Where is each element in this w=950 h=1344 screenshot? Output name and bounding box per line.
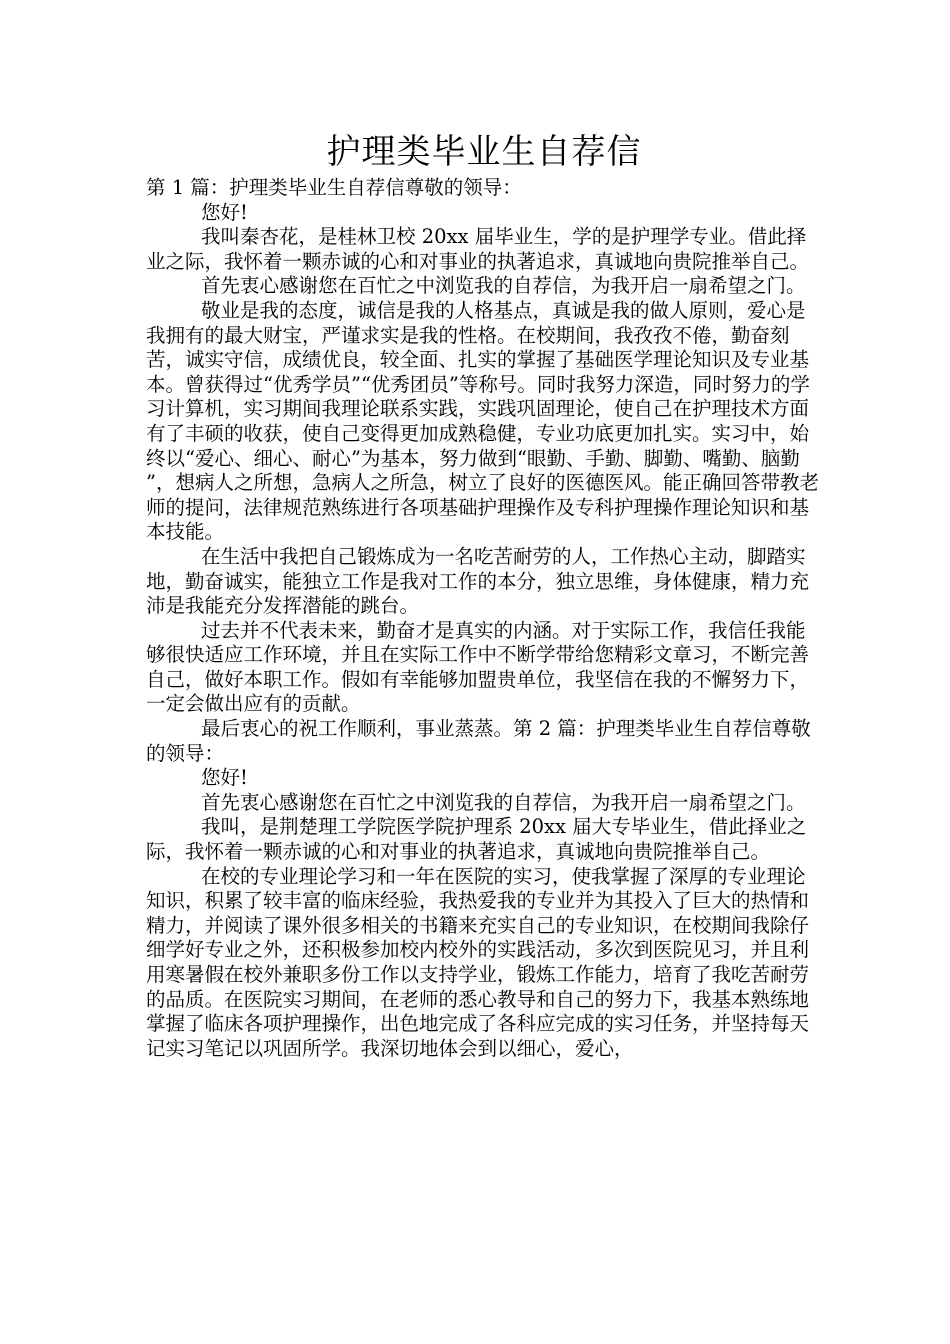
paragraph-7: 过去并不代表未来，勤奋才是真实的内涵。对于实际工作，我信任我能够很快适应工作环境，并且在实际工作中不断学带给您精彩文章习，不断完善自己，做好本职工作。假如有幸能够加盟贵单位，我坚信在我的不懈努力下，一定会做出应有的贡献。 xyxy=(146,618,810,716)
document-body xyxy=(146,176,822,1061)
paragraph-10: 首先衷心感谢您在百忙之中浏览我的自荐信，为我开启一扇希望之门。 xyxy=(201,790,806,814)
paragraph-11: 我叫，是荆楚理工学院医学院护理系 20xx 届大专毕业生，借此择业之际，我怀着一颗赤诚的心和对事业的执著追求，真诚地向贵院推举自己。 xyxy=(146,815,807,864)
paragraph-3: 我叫秦杏花，是桂林卫校 20xx 届毕业生，学的是护理学专业。借此择业之际，我怀着一颗赤诚的心和对事业的执著追求，真诚地向贵院推举自己。 xyxy=(146,225,810,273)
paragraph-2: 您好! xyxy=(201,200,248,224)
paragraph-6: 在生活中我把自己锻炼成为一名吃苦耐劳的人，工作热心主动，脚踏实地，勤奋诚实，能独立工作是我对工作的本分，独立思维，身体健康，精力充沛是我能充分发挥潜能的跳台。 xyxy=(146,544,810,618)
paragraph-8: 最后衷心的祝工作顺利，事业蒸蒸。第 2 篇：护理类毕业生自荐信尊敬的领导： xyxy=(146,717,811,765)
document-page xyxy=(146,128,822,1061)
paragraph-12: 在校的专业理论学习和一年在医院的实习，使我掌握了深厚的专业理论知识，积累了较丰富的临床经验，我热爱我的专业并为其投入了巨大的热情和精力，并阅读了课外很多相关的书籍来充实自己的专业知识，在校期间我除仔细学好专业之外，还积极参加校内校外的实践活动，多次到医院见习，并且利用寒暑假在校外兼职多份工作以支持学业，锻炼工作能力，培育了我吃苦耐劳的品质。在医院实习期间，在老师的悉心教导和自己的努力下，我基本熟练地掌握了临床各项护理操作，出色地完成了各科应完成的实习任务，并坚持每天记实习笔记以巩固所学。我深切地体会到以细心，爱心， xyxy=(146,864,810,1060)
paragraph-1: 第 1 篇：护理类毕业生自荐信尊敬的领导： xyxy=(146,176,522,199)
document-title: 护理类毕业生自荐信 xyxy=(326,132,642,172)
paragraph-9: 您好! xyxy=(201,766,248,790)
paragraph-4: 首先衷心感谢您在百忙之中浏览我的自荐信，为我开启一扇希望之门。 xyxy=(201,274,806,298)
paragraph-5: 敬业是我的态度，诚信是我的人格基点，真诚是我的做人原则，爱心是我拥有的最大财宝，严谨求实是我的性格。在校期间，我孜孜不倦，勤奋刻苦，诚实守信，成绩优良，较全面、扎实的掌握了基础医学理论知识及专业基本。曾获得过“优秀学员”“优秀团员”等称号。同时我努力深造，同时努力的学习计算机，实习期间我理论联系实践，实践巩固理论，使自己在护理技术方面有了丰硕的收获，使自己变得更加成熟稳健，专业功底更加扎实。实习中，始终以“爱心、细心、耐心”为基本，努力做到“眼勤、手勤、脚勤、嘴勤、脑勤 ”，想病人之所想，急病人之所急，树立了良好的医德医风。能正确回答带教老师的提问，法律规范熟练进行各项基础护理操作及专科护理操作理论知识和基本技能。 xyxy=(146,298,819,544)
